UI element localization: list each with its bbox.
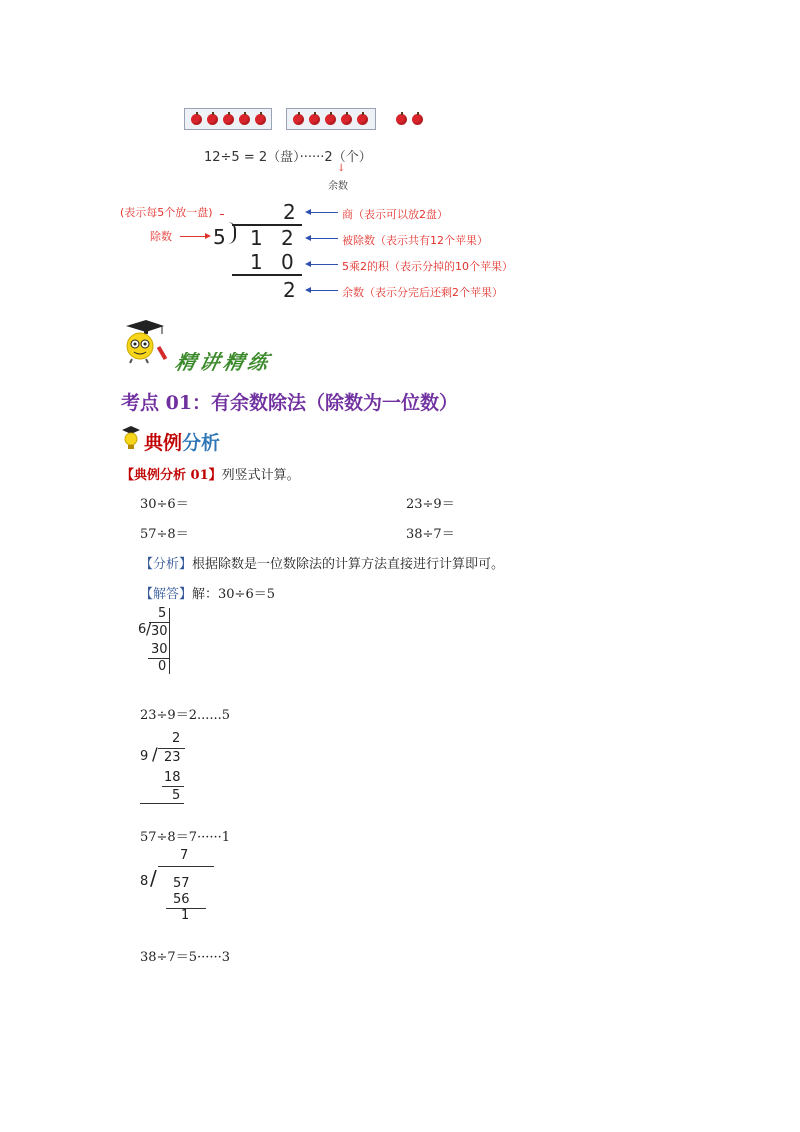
ld3-top-bar — [158, 866, 214, 867]
banner-label: 精讲精练 — [173, 350, 275, 374]
ld1-quotient: 5 — [158, 606, 167, 621]
analysis-text: 根据除数是一位数除法的计算方法直接进行计算即可。 — [192, 557, 505, 572]
divisor-digit: 5 — [213, 225, 226, 249]
product-digit-1: 1 — [250, 250, 263, 274]
problem-item: 23÷9＝ — [406, 497, 455, 512]
ld3-quotient: 7 — [180, 848, 189, 863]
ld2-dividend: 23 — [164, 750, 181, 765]
down-arrow-icon: ↓ — [337, 163, 346, 174]
analysis-line — [140, 553, 504, 572]
apple-icon — [341, 114, 352, 125]
ld3-product: 56 — [173, 892, 190, 907]
apple-icon — [325, 114, 336, 125]
ld1-product: 30 — [151, 642, 168, 657]
dianli-title — [144, 428, 220, 455]
dianli-title-red: 典例 — [144, 432, 183, 454]
divisor-arrow-icon — [205, 233, 211, 239]
note-divisor: 除数 — [150, 230, 172, 243]
ld2-quotient: 2 — [172, 731, 181, 746]
divisor-arrow-line — [180, 236, 206, 237]
note-plate-line — [220, 214, 224, 215]
example-prompt: 列竖式计算。 — [221, 468, 300, 483]
ld3-dividend: 57 — [173, 876, 190, 891]
answer-text: 解：30÷6＝5 — [192, 587, 275, 602]
plate-1 — [184, 108, 272, 130]
apple-icon — [357, 114, 368, 125]
ld2-divisor: 9 — [140, 749, 149, 764]
dianli-title-blue: 分析 — [182, 432, 221, 454]
analysis-tag: 【分析】 — [140, 557, 193, 572]
apple-icon — [239, 114, 250, 125]
apple-icon — [255, 114, 266, 125]
note-dividend: 被除数（表示共有12个苹果） — [342, 234, 488, 247]
note-product: 5乘2的积（表示分掉的10个苹果） — [342, 260, 513, 273]
note-remainder: 余数（表示分完后还剩2个苹果） — [342, 286, 503, 299]
trophy-mascot-icon — [120, 424, 142, 450]
ld2-bottom-bar — [140, 803, 184, 804]
apple-icon — [191, 114, 202, 125]
result-4: 38÷7＝5······3 — [140, 950, 231, 965]
ld2-sub-bar — [162, 786, 184, 787]
problem-item: 30÷6＝ — [140, 497, 189, 512]
ld2-top-bar — [158, 748, 185, 749]
ld1-divisor: 6 — [138, 622, 147, 637]
dividend-digit-1: 1 — [250, 226, 263, 250]
remainder-arrow-line — [310, 290, 338, 291]
example-tag: 【典例分析 01】 — [121, 468, 222, 483]
ld1-top-bar — [149, 622, 169, 623]
example-header — [121, 464, 300, 483]
result-3: 57÷8＝7······1 — [140, 830, 231, 845]
apple-icon — [207, 114, 218, 125]
note-quotient: 商（表示可以放2盘） — [342, 208, 448, 221]
problem-item: 38÷7＝ — [406, 527, 455, 542]
product-digit-2: 0 — [281, 250, 294, 274]
subtraction-bar — [232, 274, 302, 276]
dividend-arrow-line — [310, 238, 338, 239]
problem-item: 57÷8＝ — [140, 527, 189, 542]
ld1-bracket: / — [146, 620, 152, 638]
graduate-mascot-icon — [118, 316, 166, 364]
answer-line — [140, 583, 275, 602]
quotient-arrow-line — [310, 212, 338, 213]
division-bracket — [228, 222, 236, 244]
apple-icon — [293, 114, 304, 125]
answer-tag: 【解答】 — [140, 587, 193, 602]
plate-2 — [286, 108, 376, 130]
equation-text: 12÷5 = 2（盘）······2（个） — [204, 150, 372, 165]
result-2: 23÷9＝2......5 — [140, 708, 231, 723]
ld1-right-rule — [169, 608, 170, 674]
remainder-digit: 2 — [283, 278, 296, 302]
ld2-product: 18 — [164, 770, 181, 785]
quotient-digit: 2 — [283, 200, 296, 224]
ld2-remainder: 5 — [172, 788, 181, 803]
ld1-dividend: 30 — [151, 624, 168, 639]
apple-icon — [396, 114, 407, 125]
kaodian-title: 考点 01：有余数除法（除数为一位数） — [121, 392, 459, 414]
remainder-label: 余数 — [328, 181, 348, 192]
ld3-divisor: 8 — [140, 874, 149, 889]
apple-icon — [309, 114, 320, 125]
ld3-bracket: / — [150, 866, 157, 890]
ld1-remainder: 0 — [158, 659, 167, 674]
apple-icon — [412, 114, 423, 125]
ld2-bracket: / — [152, 745, 158, 765]
dividend-digit-2: 2 — [281, 226, 294, 250]
apple-icon — [223, 114, 234, 125]
note-plate: (表示每5个放一盘) — [120, 206, 213, 219]
ld3-remainder: 1 — [181, 908, 190, 923]
product-arrow-line — [310, 264, 338, 265]
